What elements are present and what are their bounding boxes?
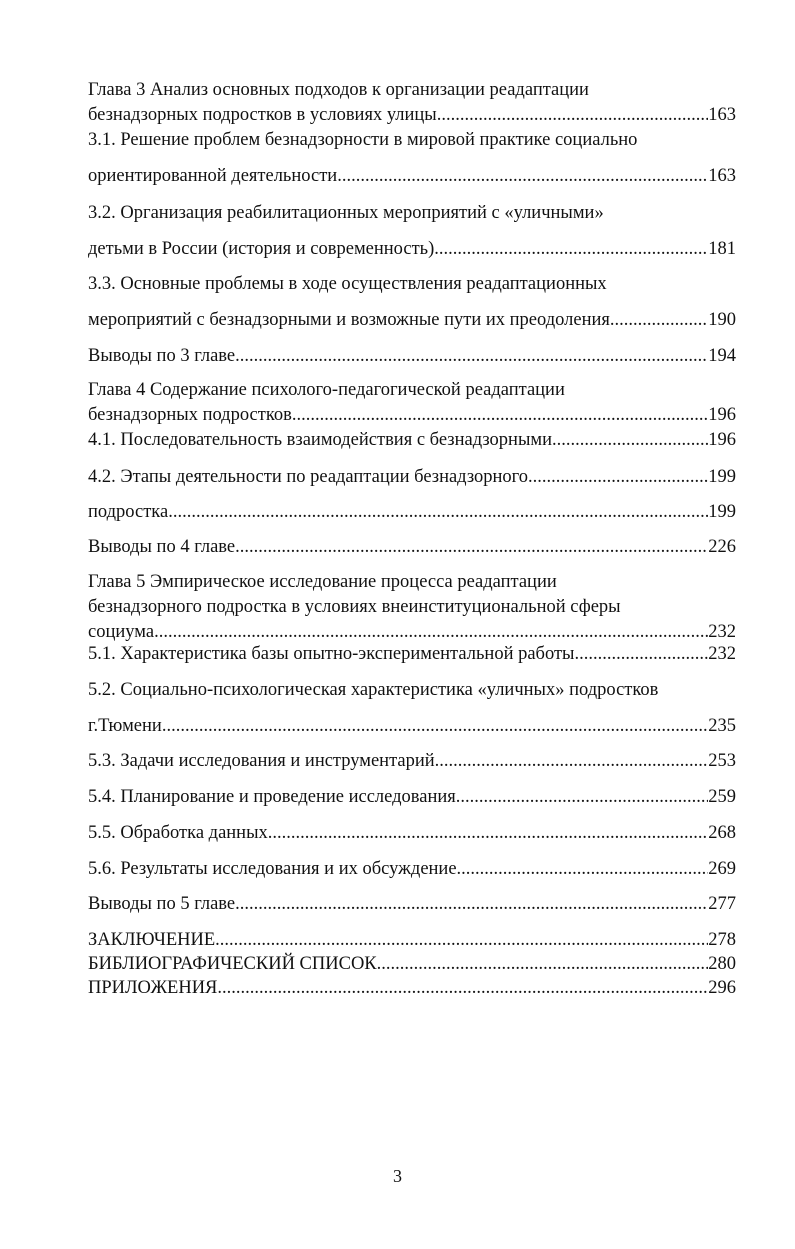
toc-leader-dots: [217, 976, 708, 1001]
toc-page-number: 226: [708, 537, 736, 557]
toc-entry: [88, 78, 736, 128]
toc-entry: [88, 821, 736, 846]
toc-leader-dots: [437, 103, 709, 128]
toc-leader-dots: [435, 749, 709, 774]
toc-entry-row: [88, 403, 736, 428]
toc-entry-title: ПРИЛОЖЕНИЯ: [88, 978, 218, 998]
toc-entry-row: [88, 465, 736, 490]
toc-entry: [88, 976, 736, 1001]
toc-page-number: 194: [708, 346, 736, 366]
page-number: 3: [393, 1166, 402, 1186]
toc-entry-line: 5.2. Социально-психологическая характеристика «уличных» подростков: [88, 680, 659, 700]
toc-page-number: 269: [708, 859, 736, 879]
toc-entry-title: 4.2. Этапы деятельности по реадаптации безнадзорного: [88, 467, 529, 487]
toc-entry-title: 5.6. Результаты исследования и их обсуждение: [88, 859, 457, 879]
toc-page-number: 296: [708, 978, 736, 998]
toc-leader-dots: [215, 928, 708, 953]
toc-entry-line: 3.2. Организация реабилитационных мероприятий с «уличными»: [88, 203, 604, 223]
toc-entry-line: Глава 5 Эмпирическое исследование процесса реадаптации: [88, 572, 557, 592]
toc-entry-row: [88, 952, 736, 977]
toc-leader-dots: [528, 465, 708, 490]
toc-entry: [88, 928, 736, 953]
toc-entry-row: [88, 535, 736, 560]
toc-entry: [88, 678, 736, 739]
toc-entry: [88, 128, 736, 189]
toc-entry-title: г.Тюмени: [88, 716, 162, 736]
toc-entry-title: БИБЛИОГРАФИЧЕСКИЙ СПИСОК: [88, 954, 377, 974]
toc-entry-line: Глава 3 Анализ основных подходов к организации реадаптации: [88, 80, 589, 100]
toc-entry: [88, 570, 736, 645]
toc-leader-dots: [337, 164, 708, 189]
toc-entry: [88, 785, 736, 810]
toc-entry: [88, 465, 736, 490]
toc-leader-dots: [292, 403, 708, 428]
toc-entry-title: подростка: [88, 502, 169, 522]
toc-entry-row: [88, 749, 736, 774]
toc-entry-row: [88, 857, 736, 882]
toc-page-number: 199: [708, 467, 736, 487]
toc-entry: [88, 378, 736, 428]
toc-page-number: 278: [708, 930, 736, 950]
toc-entry: [88, 892, 736, 917]
toc-entry-title: социума: [88, 622, 155, 642]
toc-entry-row: [88, 714, 736, 739]
toc-entry-row: [88, 500, 736, 525]
toc-entry-line: Глава 4 Содержание психолого-педагогической реадаптации: [88, 380, 565, 400]
toc-entry-title: мероприятий с безнадзорными и возможные пути их преодоления: [88, 310, 610, 330]
toc-page-number: 232: [708, 644, 736, 664]
toc-leader-dots: [457, 857, 709, 882]
toc-entry-title: безнадзорных подростков: [88, 405, 292, 425]
toc-entry-title: детьми в России (история и современность): [88, 239, 435, 259]
toc-entry: [88, 500, 736, 525]
toc-entry-row: [88, 428, 736, 453]
toc-page-number: 280: [708, 954, 736, 974]
toc-page-number: 181: [708, 239, 736, 259]
toc-entry-row: [88, 785, 736, 810]
toc-entry-title: 4.1. Последовательность взаимодействия с безнадзорными: [88, 430, 552, 450]
toc-entry: [88, 749, 736, 774]
toc-page-number: 235: [708, 716, 736, 736]
toc-entry-row: [88, 642, 736, 667]
toc-entry-row: [88, 237, 736, 262]
toc-leader-dots: [168, 500, 708, 525]
toc-entry-title: 5.3. Задачи исследования и инструментарий: [88, 751, 435, 771]
toc-entry-row: [88, 928, 736, 953]
toc-entry-row: [88, 821, 736, 846]
toc-page-number: 277: [708, 894, 736, 914]
toc-entry: [88, 642, 736, 667]
toc-entry: [88, 344, 736, 369]
toc-page-number: 253: [708, 751, 736, 771]
toc-entry-row: [88, 308, 736, 333]
toc-page-number: 199: [708, 502, 736, 522]
toc-entry: [88, 428, 736, 453]
toc-entry-title: 5.5. Обработка данных: [88, 823, 268, 843]
toc-page-number: 268: [708, 823, 736, 843]
toc-entry: [88, 201, 736, 262]
toc-page-number: 196: [708, 405, 736, 425]
toc-entry-row: [88, 164, 736, 189]
toc-leader-dots: [268, 821, 708, 846]
toc-entry-line: 3.3. Основные проблемы в ходе осуществления реадаптационных: [88, 274, 607, 294]
toc-entry-title: Выводы по 4 главе: [88, 537, 236, 557]
toc-leader-dots: [552, 428, 708, 453]
toc-leader-dots: [456, 785, 708, 810]
toc-entry: [88, 535, 736, 560]
toc-page-number: 196: [708, 430, 736, 450]
toc-page-number: 190: [708, 310, 736, 330]
toc-leader-dots: [235, 892, 708, 917]
toc-entry-title: 5.4. Планирование и проведение исследования: [88, 787, 456, 807]
toc-page-number: 259: [708, 787, 736, 807]
toc-entry: [88, 857, 736, 882]
toc-entry-row: [88, 976, 736, 1001]
toc-leader-dots: [434, 237, 708, 262]
toc-leader-dots: [610, 308, 708, 333]
toc-entry: [88, 952, 736, 977]
toc-page-number: 163: [708, 166, 736, 186]
toc-entry-line: безнадзорного подростка в условиях внеинституциональной сферы: [88, 597, 621, 617]
toc-page-number: 163: [708, 105, 736, 125]
toc-entry-title: безнадзорных подростков в условиях улицы: [88, 105, 437, 125]
toc-leader-dots: [235, 535, 708, 560]
toc-leader-dots: [377, 952, 709, 977]
toc-page-number: 232: [708, 622, 736, 642]
toc-entry-title: ориентированной деятельности: [88, 166, 338, 186]
toc-entry-line: 3.1. Решение проблем безнадзорности в мировой практике социально: [88, 130, 638, 150]
toc-entry: [88, 272, 736, 333]
toc-leader-dots: [574, 642, 708, 667]
toc-entry-row: [88, 344, 736, 369]
toc-entry-title: Выводы по 5 главе: [88, 894, 236, 914]
toc-entry-row: [88, 892, 736, 917]
toc-entry-title: Выводы по 3 главе: [88, 346, 236, 366]
toc-leader-dots: [235, 344, 708, 369]
toc-leader-dots: [162, 714, 708, 739]
toc-entry-title: 5.1. Характеристика базы опытно-экспериментальной работы: [88, 644, 575, 664]
toc-entry-row: [88, 103, 736, 128]
toc-entry-title: ЗАКЛЮЧЕНИЕ: [88, 930, 216, 950]
